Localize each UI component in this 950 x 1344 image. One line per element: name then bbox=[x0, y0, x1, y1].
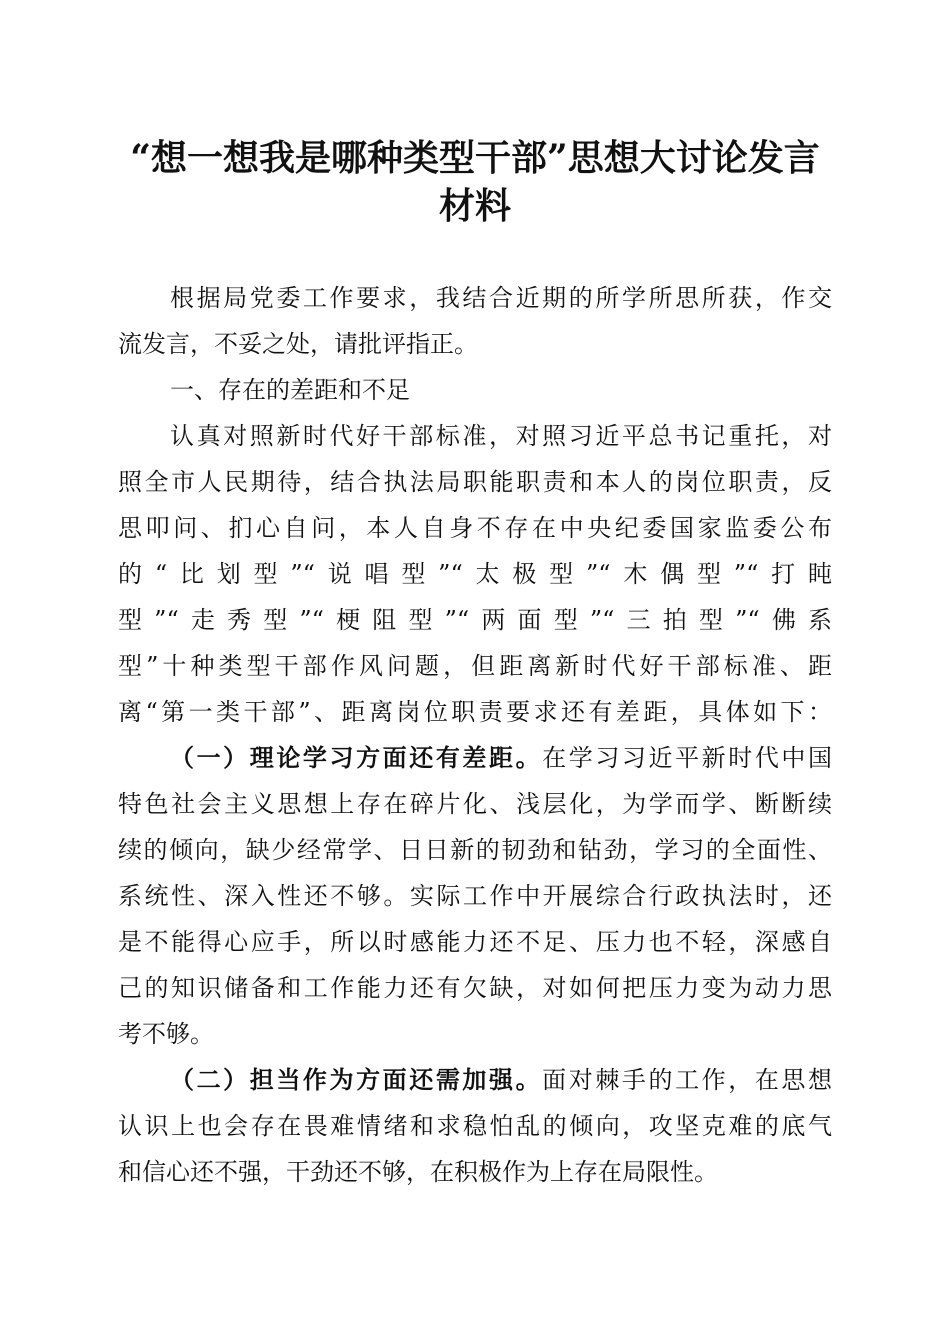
item1-first-rest: 在学习习近平新时代中国 bbox=[542, 744, 833, 772]
item1-line-5: 是不能得心应手，所以时感能力还不足、压力也不轻，深感自 bbox=[118, 928, 832, 956]
item1-line-3: 续的倾向，缺少经常学、日日新的韧劲和钻劲，学习的全面性、 bbox=[118, 836, 832, 864]
item2-line-2: 认识上也会存在畏难情绪和求稳怕乱的倾向，攻坚克难的底气 bbox=[118, 1112, 832, 1140]
section1-line-2: 照全市人民期待，结合执法局职能职责和本人的岗位职责，反 bbox=[118, 468, 832, 496]
section1-line-1: 认真对照新时代好干部标准，对照习近平总书记重托，对 bbox=[170, 422, 832, 450]
section1-line-7: 离“第一类干部”、距离岗位职责要求还有差距，具体如下： bbox=[118, 698, 832, 726]
document-title-line-2: 材料 bbox=[438, 185, 511, 227]
item2-first-rest: 面对棘手的工作，在思想 bbox=[542, 1066, 833, 1094]
item1-line-1 bbox=[118, 735, 832, 781]
item2-line-3: 和信心还不强，干劲还不够，在积极作为上存在局限性。 bbox=[118, 1158, 718, 1186]
intro-line-1: 根据局党委工作要求，我结合近期的所学所思所获，作交 bbox=[170, 284, 832, 312]
item1-line-6: 己的知识储备和工作能力还有欠缺，对如何把压力变为动力思 bbox=[118, 974, 832, 1002]
section1-line-3: 思叩问、扪心自问，本人自身不存在中央纪委国家监委公布 bbox=[118, 514, 832, 542]
section1-line-5: 型”“走秀型”“梗阻型”“两面型”“三拍型”“佛系 bbox=[118, 606, 832, 634]
item1-line-2: 特色社会主义思想上存在碎片化、浅层化，为学而学、断断续 bbox=[118, 790, 832, 818]
intro-line-2: 流发言，不妥之处，请批评指正。 bbox=[118, 330, 478, 358]
section1-line-4: 的“比划型”“说唱型”“太极型”“木偶型”“打盹 bbox=[118, 560, 832, 588]
item2-line-1 bbox=[118, 1057, 832, 1103]
item1-line-7: 考不够。 bbox=[118, 1020, 214, 1048]
section1-line-6: 型”十种类型干部作风问题，但距离新时代好干部标准、距 bbox=[118, 652, 832, 680]
item1-lead: （一）理论学习方面还有差距。 bbox=[170, 743, 543, 772]
document-title-line-1: “想一想我是哪种类型干部”思想大讨论发言 bbox=[130, 137, 820, 179]
item2-lead: （二）担当作为方面还需加强。 bbox=[170, 1065, 543, 1094]
section-heading-1: 一、存在的差距和不足 bbox=[170, 376, 410, 404]
item1-line-4: 系统性、深入性还不够。实际工作中开展综合行政执法时，还 bbox=[118, 882, 832, 910]
